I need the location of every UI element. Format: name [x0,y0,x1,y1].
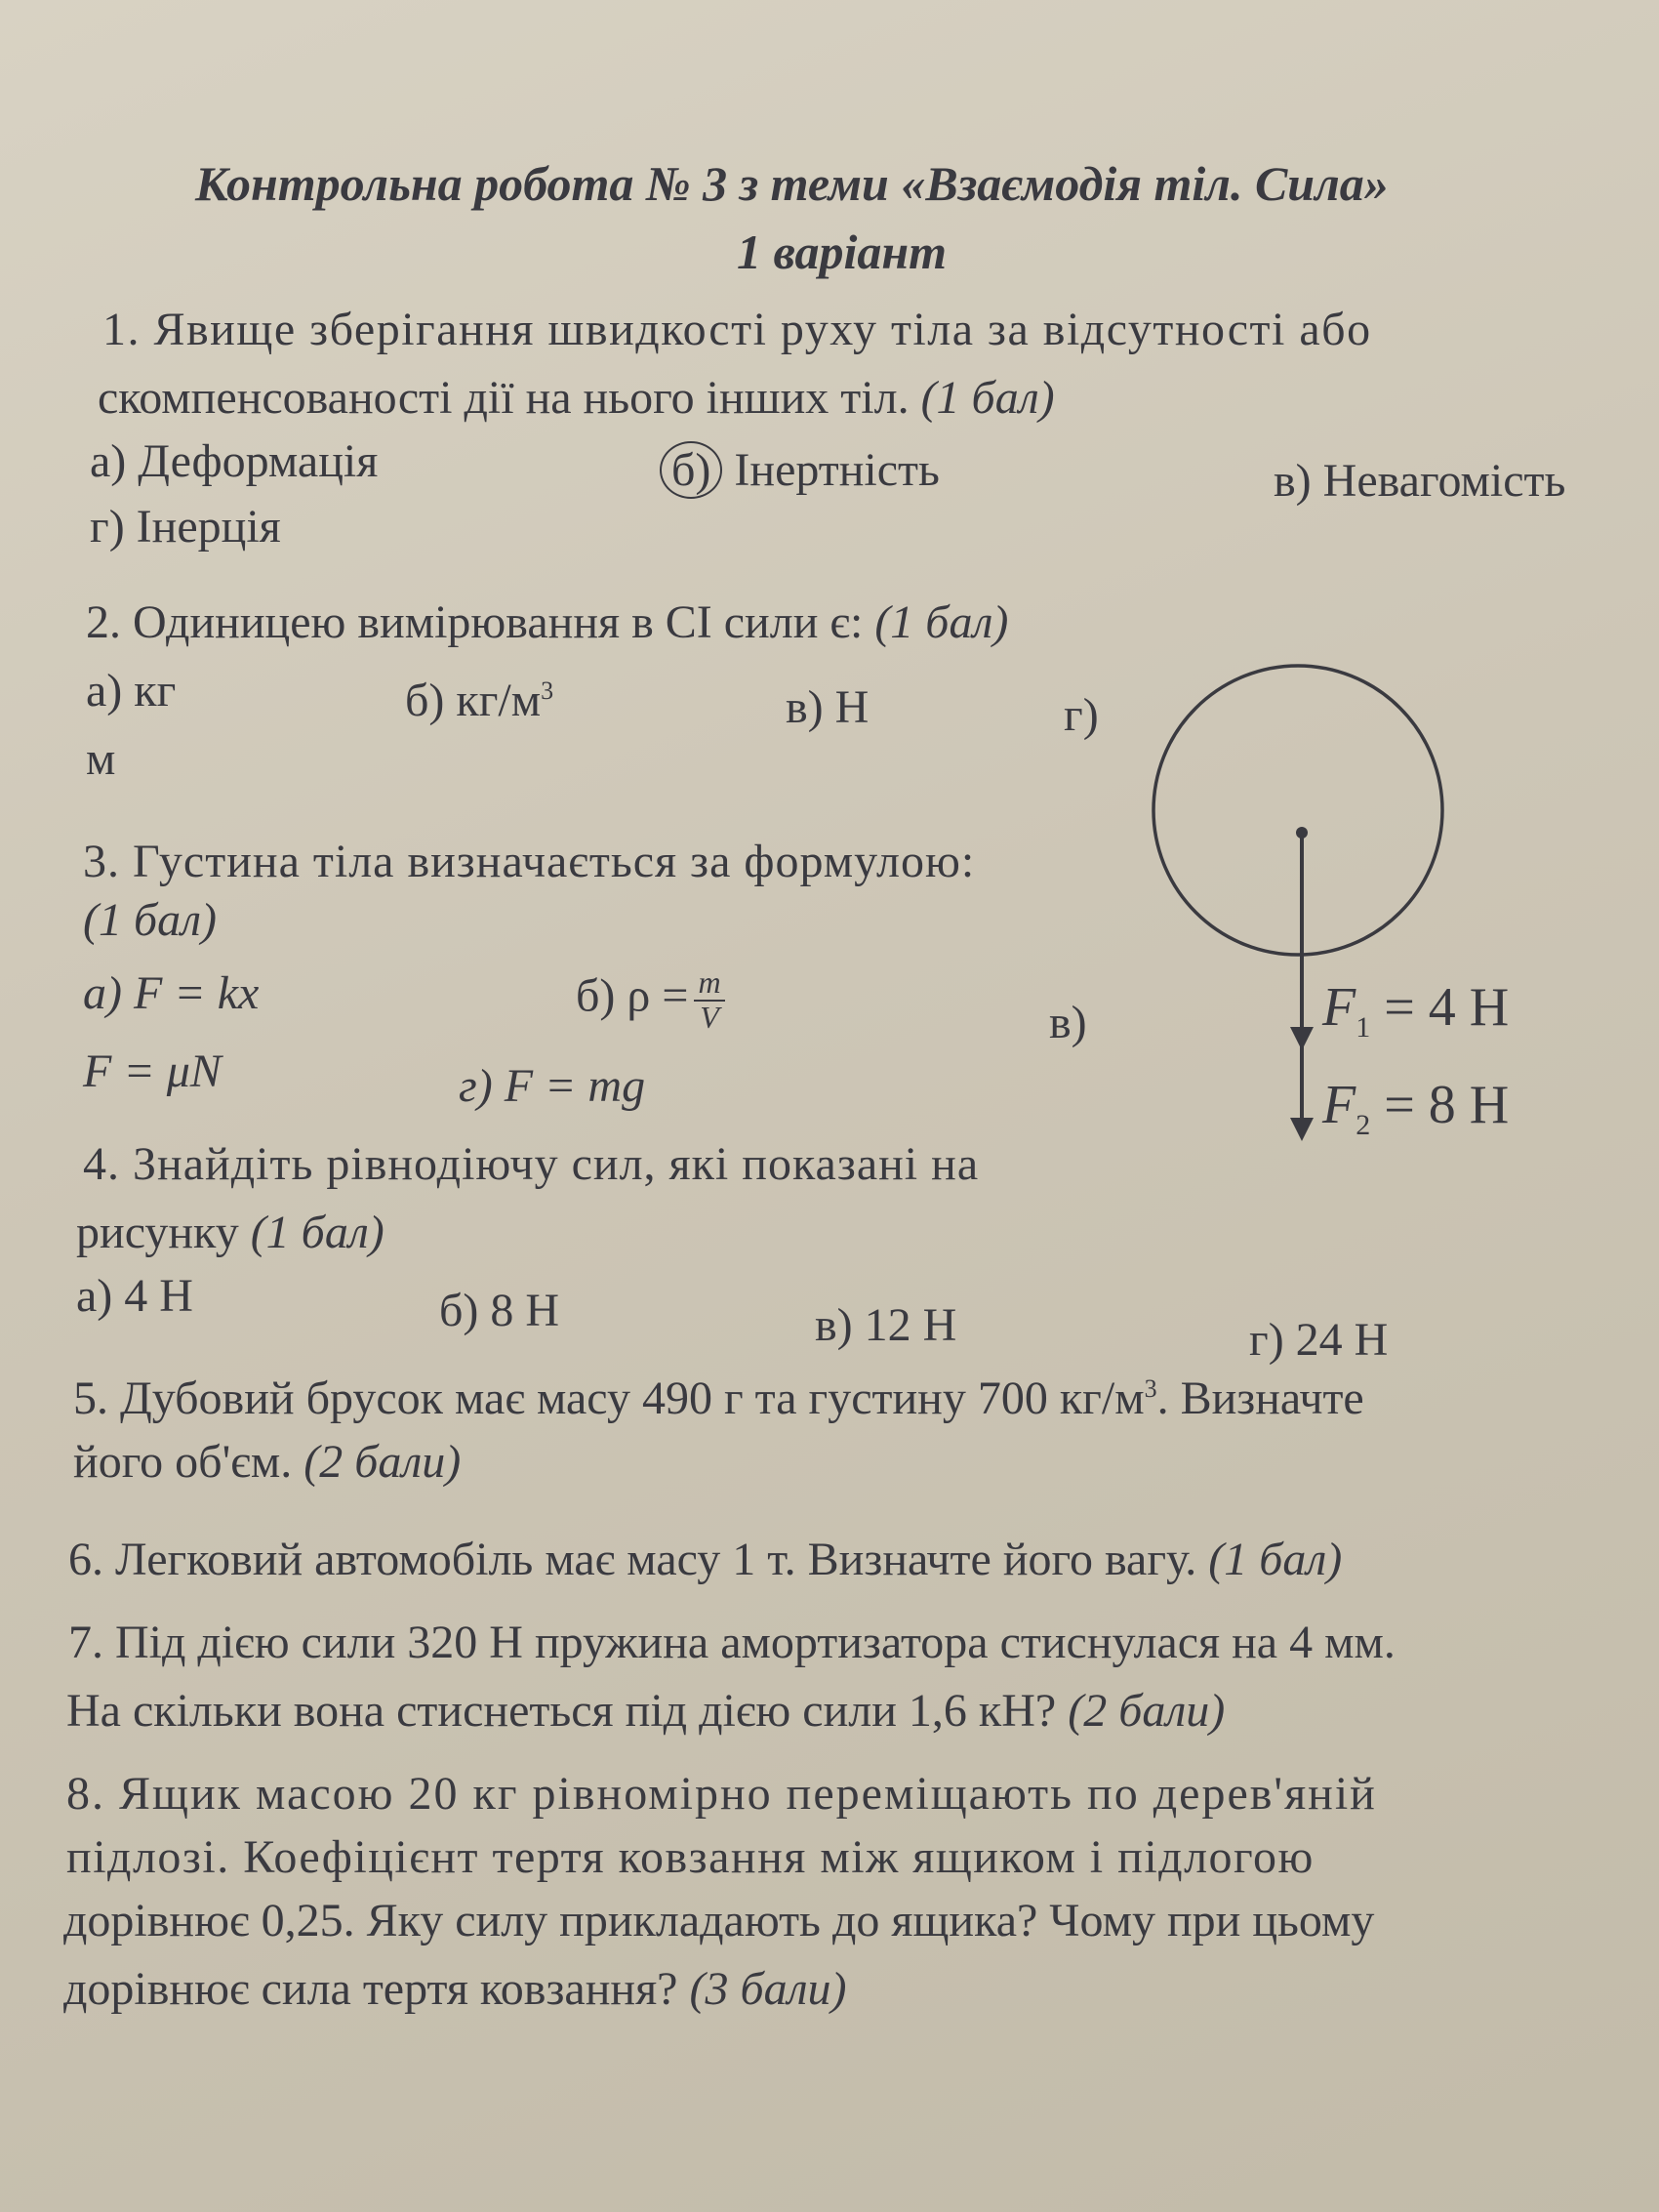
q7-points: (2 бали) [1068,1685,1226,1737]
q5-line2-text: його об'єм. [73,1436,293,1488]
page-title: Контрольна робота № 3 з теми «Взаємодія тіл. Сила» [195,156,1389,211]
force-f1-subscript: 1 [1356,1011,1371,1045]
q1-option-a: а) Деформація [90,435,379,487]
force-f2-value: = 8 Н [1370,1075,1510,1135]
q2-option-b-sup: 3 [541,676,554,705]
q8-line1: 8. Ящик масою 20 кг рівномірно переміщають по дерев'яній [66,1768,1377,1820]
q3-option-b-label: б) ρ = [576,969,689,1022]
force-f2-label [1322,1074,1509,1142]
q3-option-v: в) [1049,997,1087,1048]
body-circle [1153,666,1442,955]
force-f2-arrowhead [1290,1118,1314,1141]
q1-option-b-text: Інертність [722,444,940,496]
variant-label: 1 варіант [737,225,948,279]
q4-points: (1 бал) [250,1207,384,1258]
q5-points: (2 бали) [303,1436,462,1488]
q4-line2 [76,1206,384,1259]
q2-text: 2. Одиницею вимірювання в СІ сили є: [86,596,864,648]
q8-line2: підлозі. Коефіцієнт тертя ковзання між ящиком і підлогою [66,1831,1315,1883]
force-diagram [1122,664,1561,1171]
q3-option-g: г) F = mg [459,1060,646,1112]
q5-line1-text: 5. Дубовий брусок має масу 490 г та густину 700 кг/м [73,1372,1145,1424]
q2-points: (1 бал) [874,596,1009,648]
q2-option-g: г) [1064,689,1099,741]
q4-line2-text: рисунку [76,1207,239,1258]
force-f1-arrowhead [1290,1027,1314,1050]
q4-line1: 4. Знайдіть рівнодіючу сил, які показані на [83,1138,980,1190]
q6-text: 6. Легковий автомобіль має масу 1 т. Визначте його вагу. [68,1534,1197,1585]
q5-line2 [73,1435,461,1489]
q2-option-g-cont: м [86,733,116,785]
q2-option-v: в) Н [786,681,870,733]
q7-line1: 7. Під дією сили 320 Н пружина амортизатора стиснулася на 4 мм. [68,1617,1396,1668]
q4-option-b: б) 8 Н [439,1285,560,1336]
q2-line [86,595,1008,649]
q4-option-g: г) 24 Н [1249,1314,1389,1366]
q2-option-b-text: б) кг/м [405,675,542,726]
q7-line2 [66,1684,1225,1738]
q8-line3: дорівнює 0,25. Яку силу прикладають до ящика? Чому при цьому [63,1895,1375,1946]
q2-option-b [405,674,553,727]
q1-line2 [98,371,1055,425]
q1-option-g: г) Інерція [90,501,281,553]
q6-points: (1 бал) [1208,1534,1343,1585]
q1-option-b [671,441,940,499]
q8-line4-text: дорівнює сила тертя ковзання? [63,1963,678,2015]
q1-circled-answer: б) [660,441,722,499]
q4-option-a: а) 4 Н [76,1270,193,1322]
q5-line1-end: . Визначте [1156,1372,1364,1424]
force-f1-label [1322,976,1509,1045]
q8-line4 [63,1962,847,2016]
q1-points: (1 бал) [920,372,1055,424]
q3-option-b [576,966,725,1034]
force-f2-subscript: 2 [1356,1109,1371,1142]
q6-line [68,1533,1342,1586]
q2-option-a: а) кг [86,665,177,717]
force-f1-symbol: F [1322,977,1356,1038]
q5-sup: 3 [1144,1374,1157,1403]
q5-line1 [73,1372,1364,1425]
force-f2-symbol: F [1322,1075,1356,1135]
q3-fraction-denominator: V [700,999,719,1035]
q7-line2-text: На скільки вона стиснеться під дією сили 1,6 кН? [66,1685,1057,1737]
q1-option-v: в) Невагомість [1274,455,1566,507]
q3-option-v-cont: F = μN [83,1045,222,1097]
q4-option-v: в) 12 Н [815,1299,957,1351]
force-f1-value: = 4 Н [1370,977,1510,1038]
q3-density-fraction [694,966,724,1034]
q3-points: (1 бал) [83,894,218,946]
q8-points: (3 бали) [689,1963,847,2015]
q1-line1: 1. Явище зберігання швидкості руху тіла за відсутності або [102,304,1372,355]
q3-line1: 3. Густина тіла визначається за формулою: [83,836,976,887]
q3-fraction-numerator: m [694,966,724,1002]
q3-option-a: а) F = kx [83,967,260,1019]
q1-line2-text: скомпенсованості дії на нього інших тіл. [98,372,910,424]
